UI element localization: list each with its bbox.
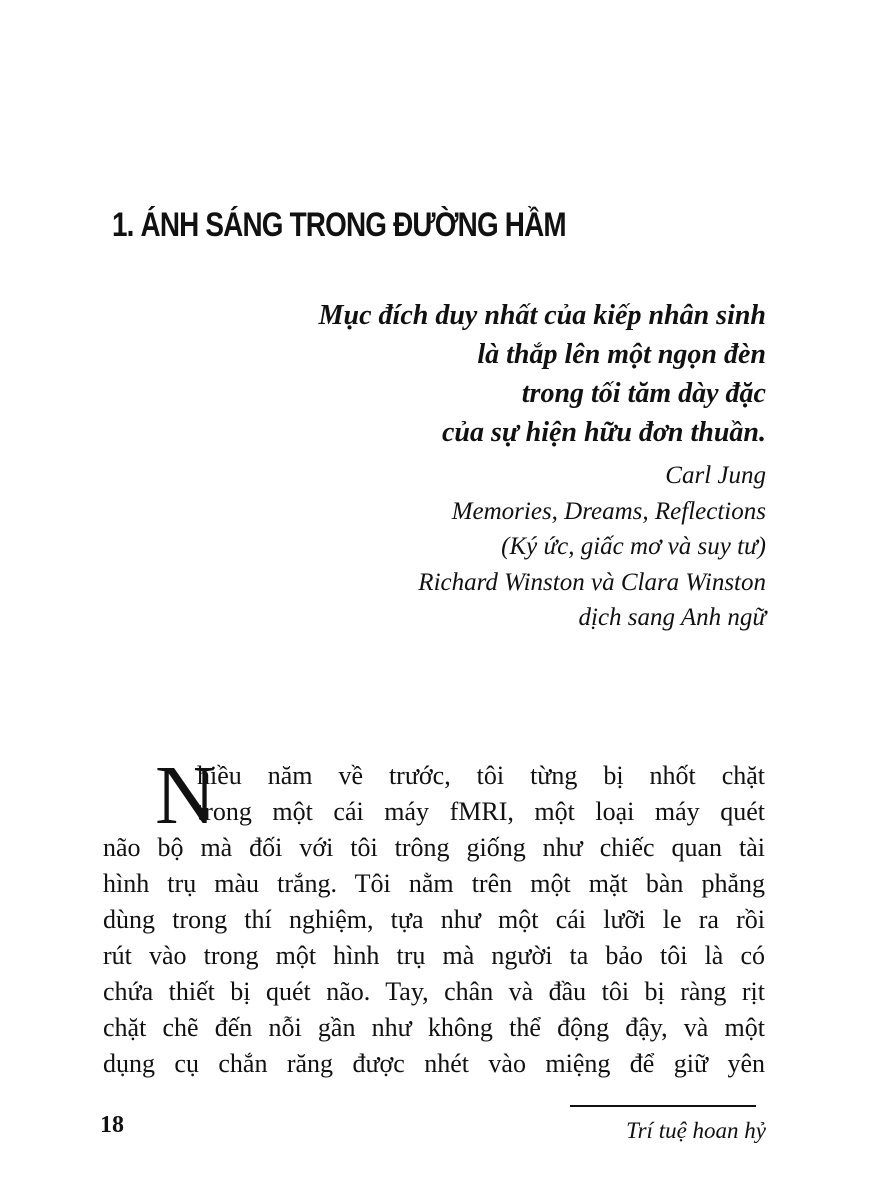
body-line: rút vào trong một hình trụ mà người ta bảo tôi là có (103, 941, 765, 970)
attribution-translation-note: dịch sang Anh ngữ (578, 604, 766, 631)
attribution-book-title: Memories, Dreams, Reflections (451, 497, 766, 525)
body-line: dụng cụ chắn răng được nhét vào miệng để giữ yên (103, 1049, 765, 1078)
body-line: chặt chẽ đến nỗi gần như không thể động đậy, và một (103, 1013, 765, 1042)
body-paragraph (103, 749, 765, 1082)
attribution-translators: Richard Winston và Clara Winston (418, 568, 766, 596)
footer-divider (570, 1105, 756, 1107)
epigraph-line: là thắp lên một ngọn đèn (477, 339, 766, 370)
epigraph (206, 296, 766, 452)
attribution-translated-title: (Ký ức, giấc mơ và suy tư) (501, 533, 766, 560)
running-title: Trí tuệ hoan hỷ (626, 1118, 766, 1143)
body-line: trong một cái máy fMRI, một loại máy quét (197, 797, 765, 826)
attribution-author: Carl Jung (665, 462, 766, 489)
chapter-title: 1. ÁNH SÁNG TRONG ĐƯỜNG HẦM (112, 206, 566, 244)
epigraph-line: trong tối tăm dày đặc (521, 378, 766, 409)
epigraph-attribution (206, 458, 766, 636)
epigraph-line: Mục đích duy nhất của kiếp nhân sinh (318, 300, 766, 331)
epigraph-line: của sự hiện hữu đơn thuần. (441, 417, 766, 448)
page-number: 18 (100, 1112, 124, 1138)
body-line: dùng trong thí nghiệm, tựa như một cái lưỡi le ra rồi (103, 905, 765, 934)
body-line: não bộ mà đối với tôi trông giống như chiếc quan tài (103, 833, 765, 862)
drop-cap: N (155, 749, 216, 842)
body-line: chứa thiết bị quét não. Tay, chân và đầu tôi bị ràng rịt (103, 977, 765, 1006)
body-line: hình trụ màu trắng. Tôi nằm trên một mặt bàn phẳng (103, 869, 765, 898)
body-line: hiều năm về trước, tôi từng bị nhốt chặt (197, 761, 765, 790)
